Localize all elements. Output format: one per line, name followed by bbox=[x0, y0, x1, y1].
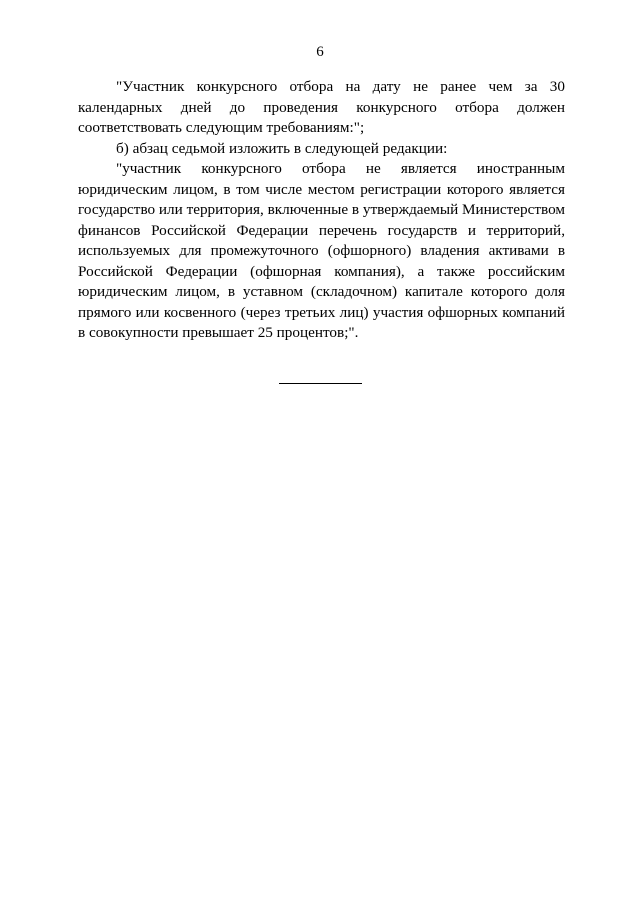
document-body bbox=[78, 77, 565, 344]
paragraph-amendment-instruction: б) абзац седьмой изложить в следующей редакции: bbox=[116, 139, 448, 157]
end-separator-line bbox=[279, 383, 362, 384]
paragraph-offshore-requirement: "участник конкурсного отбора не является иностранным юридическим лицом, в том числе местом регистрации которого является государство или территория, включенные в утверждаемый Министерством финансов Российской Федерации перечень государств и территорий, используемых для промежуточного (офшорного) владения активами в Российской Федерации (офшорная компания), а также российским юридическим лицом, в уставном (складочном) капитале которого доля прямого или косвенного (через третьих лиц) участия офшорных компаний в совокупности превышает 25 процентов;". bbox=[78, 160, 565, 341]
page-number: 6 bbox=[316, 44, 324, 60]
paragraph-requirements-intro: "Участник конкурсного отбора на дату не ранее чем за 30 календарных дней до проведения конкурсного отбора должен соответствовать следующим требованиям:"; bbox=[78, 78, 565, 136]
